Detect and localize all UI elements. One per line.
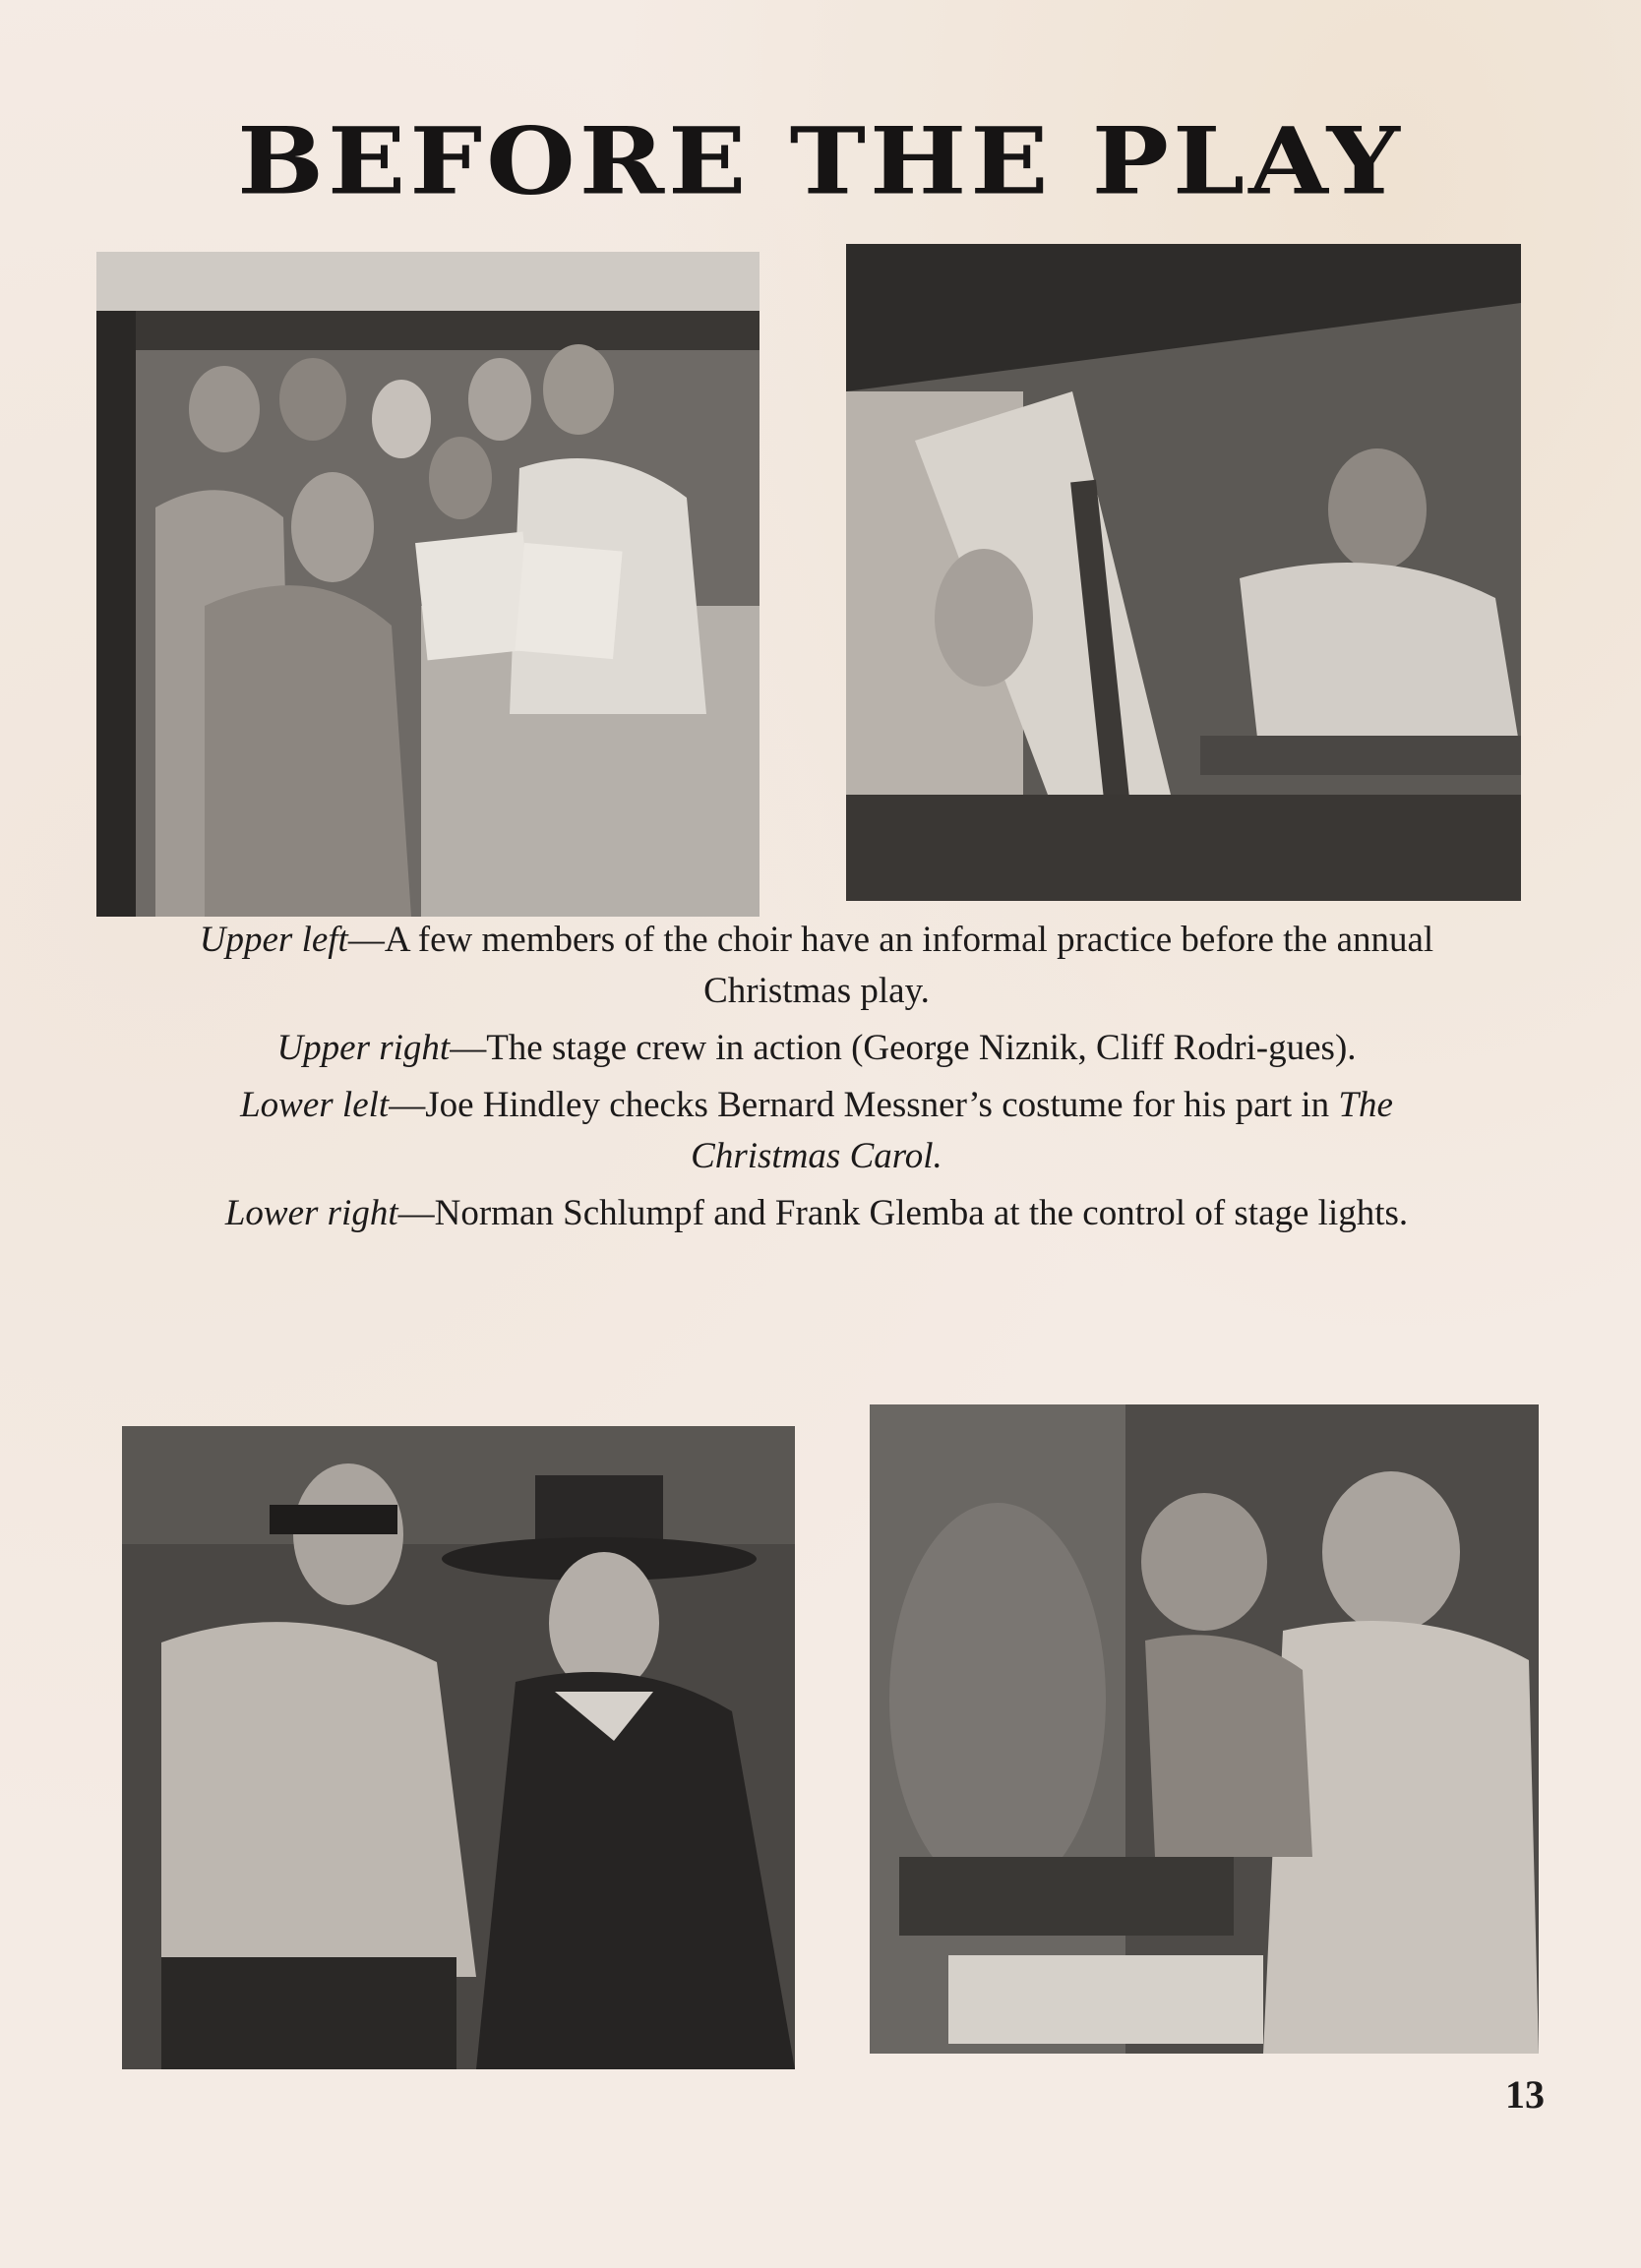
- page-number: 13: [1505, 2072, 1545, 2117]
- captions: [177, 915, 1456, 1245]
- caption-upper-right: [177, 1023, 1456, 1074]
- caption-text: —A few members of the choir have an informal practice before the annual Christmas play.: [347, 920, 1434, 1011]
- page-title: BEFORE THE PLAY: [237, 106, 1404, 215]
- caption-lead: Lower lelt: [240, 1085, 390, 1125]
- lower-left-photo: [122, 1426, 795, 2069]
- caption-upper-left: [177, 915, 1456, 1017]
- caption-lead: Upper left: [199, 920, 348, 960]
- upper-left-photo: [96, 252, 760, 917]
- caption-lead: Lower right: [224, 1193, 398, 1233]
- caption-text: —Norman Schlumpf and Frank Glemba at the control of stage lights.: [397, 1193, 1409, 1233]
- caption-lower-left: [177, 1080, 1456, 1182]
- caption-text: —The stage crew in action (George Niznik, Cliff Rodri-gues).: [450, 1028, 1357, 1068]
- caption-lead: Upper right: [276, 1028, 451, 1068]
- caption-play-title: The Christmas Carol.: [691, 1085, 1393, 1176]
- caption-lower-right: [177, 1188, 1456, 1239]
- upper-right-photo: [846, 244, 1521, 901]
- lower-right-photo: [870, 1404, 1539, 2054]
- caption-text: —Joe Hindley checks Bernard Messner’s costume for his part in: [389, 1085, 1339, 1125]
